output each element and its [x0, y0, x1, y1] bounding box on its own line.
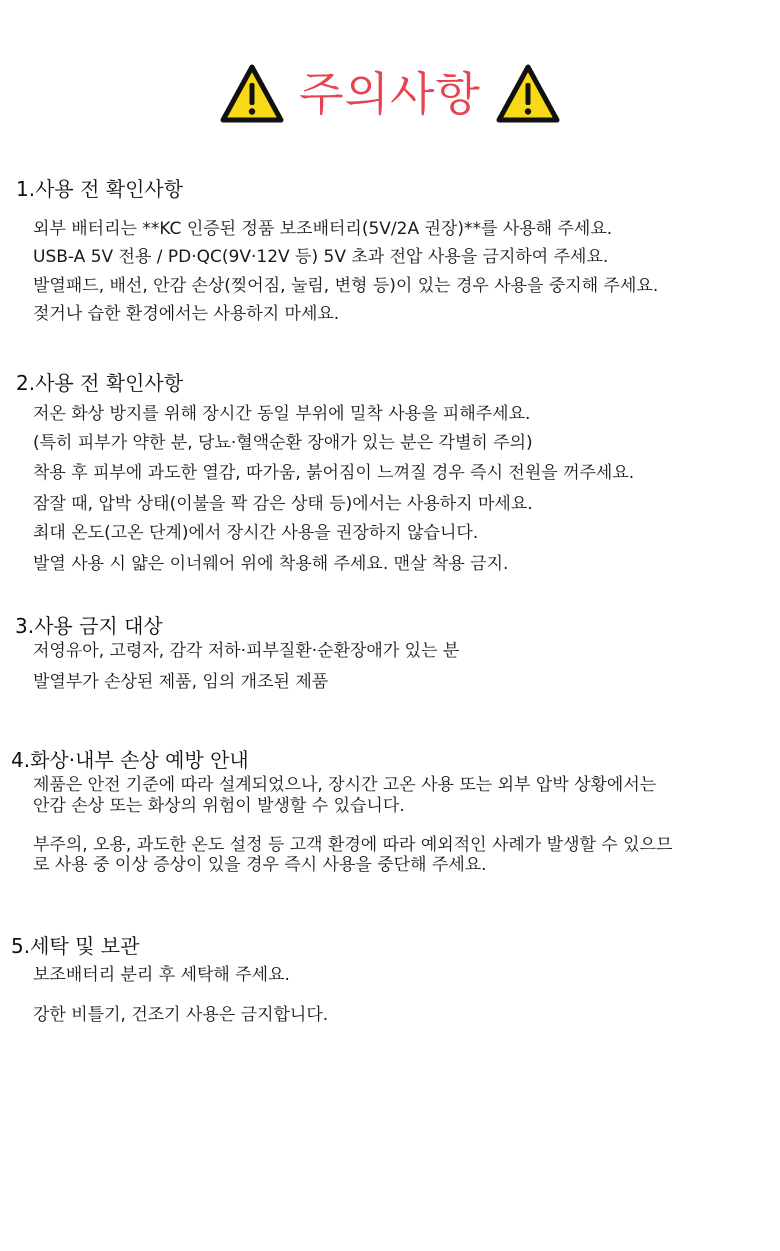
warning-icon: [495, 63, 561, 125]
section-line: 부주의, 오용, 과도한 온도 설정 등 고객 환경에 따라 예외적인 사례가 발생할 수 있으므: [33, 835, 673, 855]
section-line: 보조배터리 분리 후 세탁해 주세요.: [33, 965, 290, 985]
section-line: 강한 비틀기, 건조기 사용은 금지합니다.: [33, 1005, 329, 1025]
section-line: 발열부가 손상된 제품, 임의 개조된 제품: [33, 672, 329, 692]
warning-icon: [219, 63, 285, 125]
section-line: 젖거나 습한 환경에서는 사용하지 마세요.: [33, 304, 340, 324]
section-line: 발열패드, 배선, 안감 손상(찢어짐, 눌림, 변형 등)이 있는 경우 사용을 중지해 주세요.: [33, 276, 659, 296]
section-line: 저영유아, 고령자, 감각 저하·피부질환·순환장애가 있는 분: [33, 641, 460, 661]
section-line: 잠잘 때, 압박 상태(이불을 꽉 감은 상태 등)에서는 사용하지 마세요.: [33, 494, 533, 514]
section-heading: 4.화상·내부 손상 예방 안내: [11, 748, 249, 772]
page-header: [0, 58, 780, 130]
section-heading: 5.세탁 및 보관: [11, 934, 140, 958]
section-line: (특히 피부가 약한 분, 당뇨·혈액순환 장애가 있는 분은 각별히 주의): [33, 433, 533, 453]
page-title: 주의사항: [299, 67, 481, 121]
section-line: 외부 배터리는 **KC 인증된 정품 보조배터리(5V/2A 권장)**를 사용해 주세요.: [33, 219, 613, 239]
section-line: 최대 온도(고온 단계)에서 장시간 사용을 권장하지 않습니다.: [33, 523, 479, 543]
section-heading: 3.사용 금지 대상: [15, 614, 163, 638]
section-line: 안감 손상 또는 화상의 위험이 발생할 수 있습니다.: [33, 796, 405, 816]
section-heading: 2.사용 전 확인사항: [16, 371, 184, 395]
section-line: USB-A 5V 전용 / PD·QC(9V·12V 등) 5V 초과 전압 사용을 금지하여 주세요.: [33, 247, 609, 267]
section-line: 발열 사용 시 얇은 이너웨어 위에 착용해 주세요. 맨살 착용 금지.: [33, 554, 509, 574]
section-heading: 1.사용 전 확인사항: [16, 177, 184, 201]
section-line: 저온 화상 방지를 위해 장시간 동일 부위에 밀착 사용을 피해주세요.: [33, 404, 531, 424]
section-line: 로 사용 중 이상 증상이 있을 경우 즉시 사용을 중단해 주세요.: [33, 855, 487, 875]
section-line: 착용 후 피부에 과도한 열감, 따가움, 붉어짐이 느껴질 경우 즉시 전원을 꺼주세요.: [33, 463, 635, 483]
section-line: 제품은 안전 기준에 따라 설계되었으나, 장시간 고온 사용 또는 외부 압박 상황에서는: [33, 775, 657, 795]
